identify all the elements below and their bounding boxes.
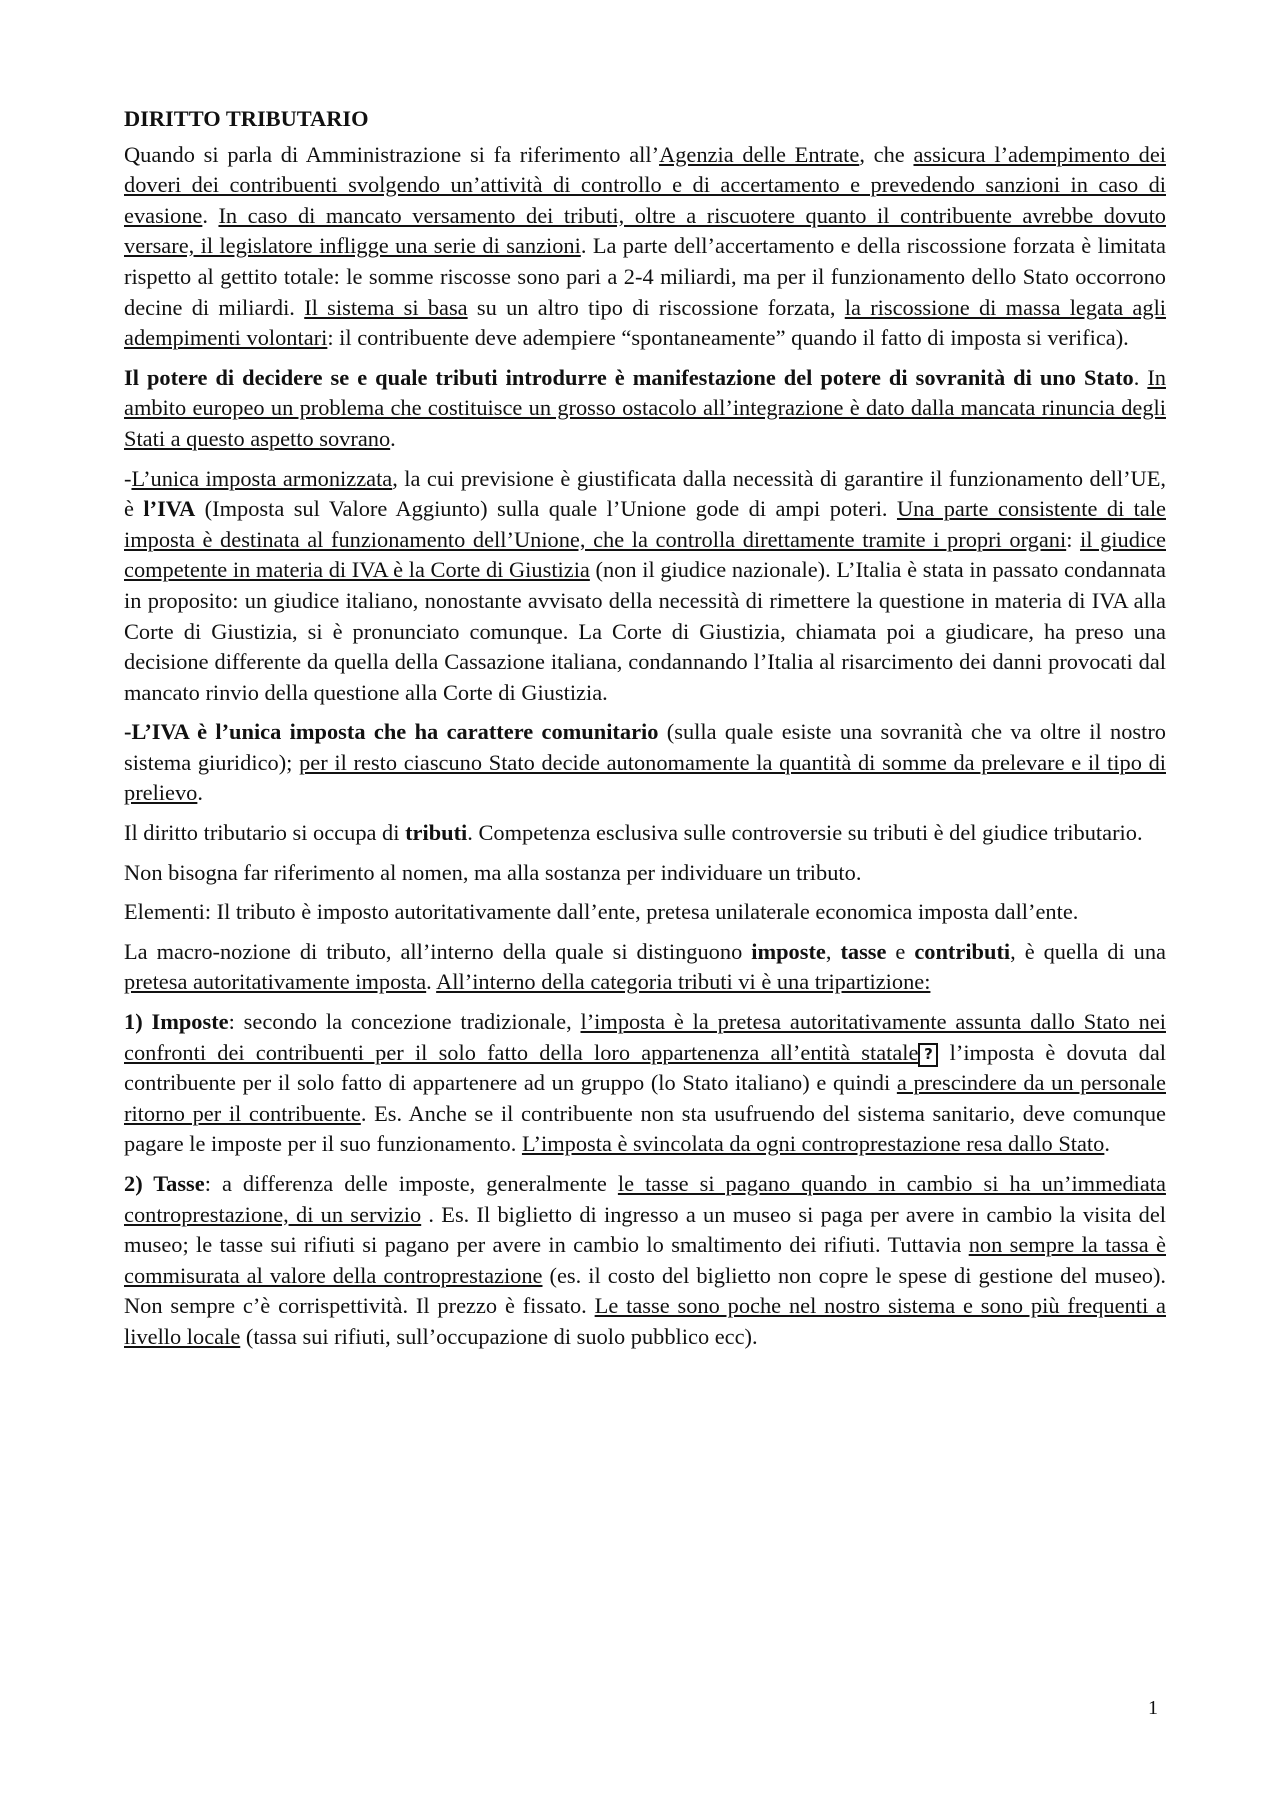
text-run: La macro-nozione di tributo, all’interno della quale si distinguono (124, 938, 752, 964)
text-run: Il diritto tributario si occupa di (124, 820, 406, 846)
underlined-text: Agenzia delle Entrate (659, 141, 860, 167)
underlined-text: a prescindere da un personale ritorno per il contribuente (124, 1070, 1166, 1126)
text-run: . (390, 425, 396, 451)
text-run: . (202, 202, 219, 228)
text-run: . Es. Anche se il contribuente non sta usufruendo del sistema sanitario, deve comunque pagare le imposte per il suo funzionamento. (124, 1100, 1166, 1157)
paragraph-imposte (124, 1007, 1166, 1160)
underlined-text: In ambito europeo un problema che costituisce un grosso ostacolo all’integrazione è dato dalla mancata rinuncia degli Stati a questo aspetto sovrano (124, 364, 1166, 451)
document-body (124, 104, 1166, 1362)
text-run: . (197, 780, 203, 806)
bold-text: l’IVA (143, 496, 196, 522)
text-run: - (124, 465, 132, 491)
text-run: . (1133, 364, 1148, 390)
underlined-text: L’imposta è svincolata da ogni controprestazione resa dallo Stato (521, 1131, 1105, 1157)
text-run: : (1066, 526, 1081, 552)
bold-text: -L’IVA è l’unica imposta che ha carattere comunitario (124, 719, 659, 745)
underlined-text: le tasse si pagano quando in cambio si ha un’immediata controprestazione, di un servizio (124, 1171, 1166, 1227)
text-run: l’imposta è dovuta dal contribuente per il solo fatto di appartenere ad un gruppo (lo Stato italiano) e quindi (124, 1039, 1166, 1096)
underlined-text: L’unica imposta armonizzata (131, 465, 393, 491)
paragraph-diritto-tributario (124, 818, 1166, 849)
bold-text: 1) Imposte (124, 1009, 229, 1035)
text-run: . (1104, 1131, 1110, 1157)
text-run: : a differenza delle imposte, generalmente (204, 1171, 618, 1196)
paragraph-macro-nozione (124, 937, 1166, 998)
paragraph-tasse (124, 1169, 1166, 1353)
text-run: , che (859, 141, 914, 167)
paragraph-sovranita (124, 363, 1166, 455)
text-run: , la cui previsione è giustificata dalla necessità di garantire il funzionamento dell’UE, è (124, 465, 1166, 522)
text-run: e (886, 938, 915, 964)
document-title: DIRITTO TRIBUTARIO (124, 106, 369, 131)
text-run: . La parte dell’accertamento e della riscossione forzata è limitata rispetto al gettito totale: le somme riscosse sono pari a 2-4 miliardi, ma per il funzionamento dello Stato occorrono decine di miliardi. (124, 233, 1166, 320)
bold-text: tasse (840, 938, 887, 964)
text-run: su un altro tipo di riscossione forzata, (467, 294, 845, 320)
paragraph-amministrazione (124, 140, 1166, 354)
unknown-glyph-icon: ? (918, 1043, 938, 1067)
paragraph-iva-armonizzata (124, 464, 1166, 709)
text-run: . (426, 969, 437, 995)
underlined-text: pretesa autoritativamente imposta (124, 969, 427, 995)
paragraph-iva-comunitaria (124, 717, 1166, 809)
page-number: 1 (1148, 1697, 1158, 1719)
text-run: , (825, 938, 841, 964)
text-run: , è quella di una (1010, 938, 1166, 964)
underlined-text: per il resto ciascuno Stato decide autonomamente la quantità di somme da prelevare e il tipo di prelievo (124, 749, 1166, 806)
underlined-text: Il sistema si basa (304, 294, 468, 320)
bold-text: imposte (751, 938, 826, 964)
underlined-text: Una parte consistente di tale imposta è destinata al funzionamento dell’Unione, che la controlla direttamente tramite i propri organi (124, 496, 1166, 552)
underlined-text: l’imposta è la pretesa autoritativamente assunta dallo Stato nei confronti dei contribuenti per il solo fatto della loro appartenenza all’entità statale (124, 1009, 1166, 1065)
text-run: . Es. Il biglietto di ingresso a un museo si paga per avere in cambio la visita del museo; le tasse sui rifiuti si pagano per avere in cambio lo smaltimento dei rifiuti. Tuttavia (124, 1201, 1166, 1258)
bold-text: contributi (914, 938, 1011, 964)
underlined-text: non sempre la tassa è commisurata al valore della controprestazione (124, 1232, 1166, 1288)
underlined-text: In caso di mancato versamento dei tributi, oltre a riscuotere quanto il contribuente avrebbe dovuto versare, il legislatore infligge una serie di sanzioni (124, 202, 1166, 259)
text-run: : secondo la concezione tradizionale, (228, 1009, 581, 1035)
underlined-text: la riscossione di massa legata agli adempimenti volontari (124, 294, 1167, 351)
text-run: . Competenza esclusiva sulle controversie su tributi è del giudice tributario. (467, 820, 1143, 846)
underlined-text: All’interno della categoria tributi vi è una tripartizione: (436, 969, 931, 995)
text-run: (es. il costo del biglietto non copre le spese di gestione del museo). Non sempre c’è corrispettività. Il prezzo è fissato. (124, 1262, 1167, 1319)
bold-text: 2) Tasse (124, 1171, 205, 1196)
bold-text: tributi (405, 820, 468, 846)
underlined-text: Le tasse sono poche nel nostro sistema e sono più frequenti a livello locale (124, 1293, 1166, 1349)
text-run: (tassa sui rifiuti, sull’occupazione di suolo pubblico ecc). (240, 1323, 758, 1349)
text-run: (sulla quale esiste una sovranità che va oltre il nostro sistema giuridico); (124, 719, 1166, 775)
text-run: Quando si parla di Amministrazione si fa riferimento all’ (124, 141, 660, 167)
underlined-text: il giudice competente in materia di IVA è la Corte di Giustizia (124, 526, 1166, 583)
text-run: (Imposta sul Valore Aggiunto) sulla quale l’Unione gode di ampi poteri. (195, 496, 897, 522)
underlined-text: assicura l’adempimento dei doveri dei contribuenti svolgendo un’attività di controllo e di accertamento e prevedendo sanzioni in caso di evasione (124, 141, 1166, 228)
text-run: (non il giudice nazionale). L’Italia è stata in passato condannata in proposito: un giudice italiano, nonostante avvisato della necessità di rimettere la questione in materia di IVA alla Corte di Giustizia, si è pronunciato comunque. La Corte di Giustizia, chiamata poi a giudicare, ha preso una decisione differente da quella della Cassazione italiana, condannando l’Italia al risarcimento dei danni provocati dal mancato rinvio della questione alla Corte di Giustizia. (124, 557, 1166, 705)
bold-text: Il potere di decidere se e quale tributi introdurre è manifestazione del potere di sovranità di uno Stato (124, 364, 1134, 390)
text-run: : il contribuente deve adempiere “spontaneamente” quando il fatto di imposta si verifica). (327, 325, 1129, 351)
paragraph-elementi: Elementi: Il tributo è imposto autoritativamente dall’ente, pretesa unilaterale economica imposta dall’ente. (124, 899, 1079, 925)
paragraph-nomen: Non bisogna far riferimento al nomen, ma alla sostanza per individuare un tributo. (124, 859, 862, 885)
